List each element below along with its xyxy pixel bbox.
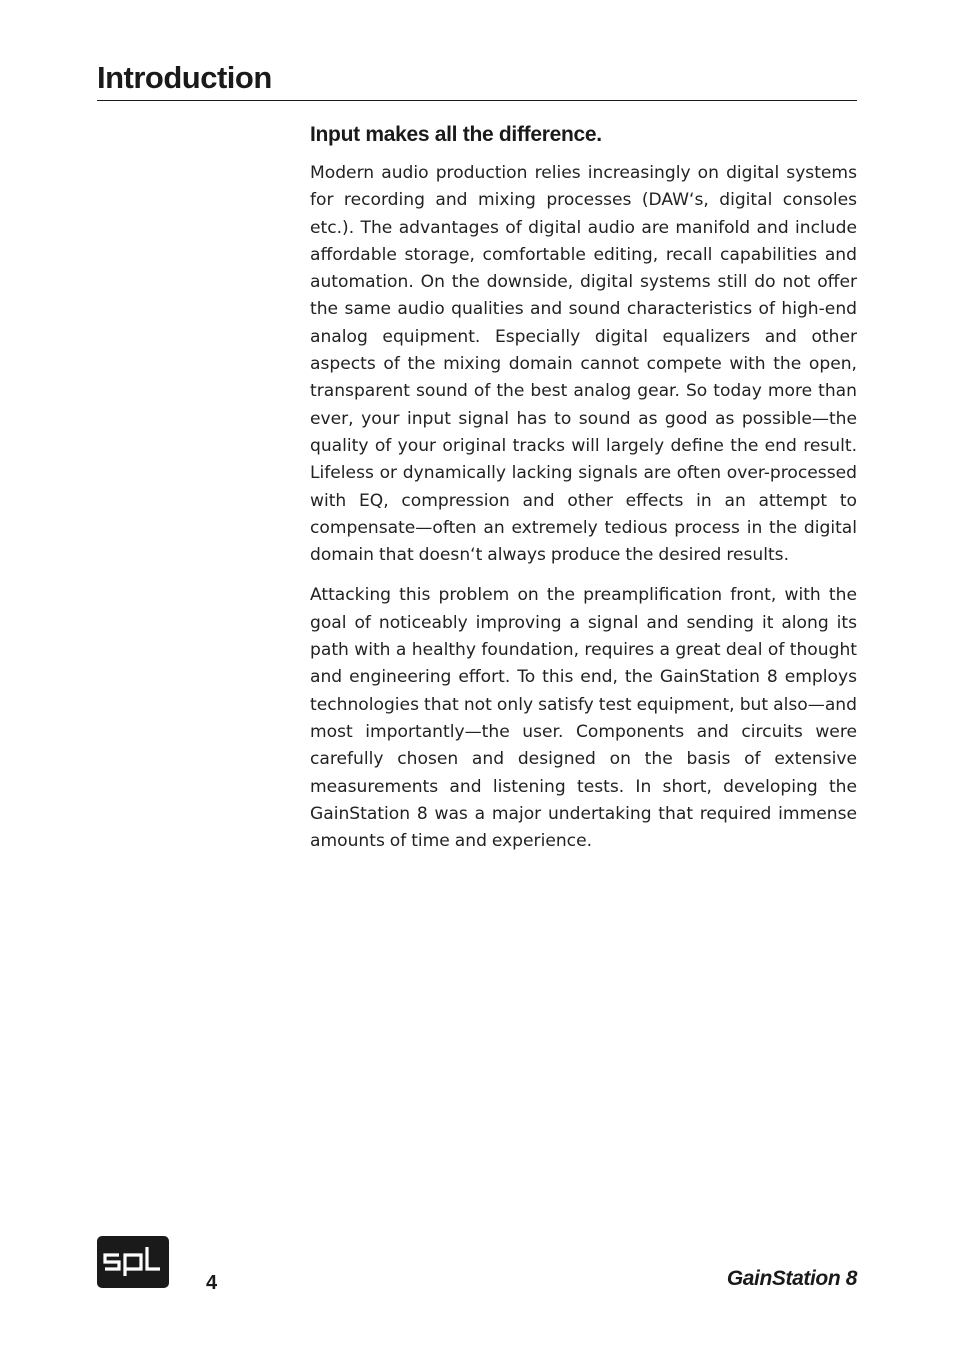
paragraph-1: Modern audio production relies increasingly on digital systems for recording and mixing processes (DAW‘s, digital consoles etc.). The advantages of digital audio are manifold and include affordable storage, comfortable editing, recall capabilities and automation. On the downside, digital systems still do not offer the same audio qualities and sound characteristics of high-end analog equipment. Especially digital equalizers and other aspects of the mixing domain cannot compete with the open, transparent sound of the best analog gear. So today more than ever, your input signal has to sound as good as possible—the quality of your original tracks will largely define the end result. Lifeless or dynamically lacking signals are often over-processed with EQ, compression and other effects in an attempt to compensate—often an extremely tedious process in the digital domain that doesn‘t always produce the desired results. bbox=[310, 163, 857, 566]
section-heading: Input makes all the difference. bbox=[310, 123, 602, 146]
spl-logo-icon bbox=[97, 1236, 169, 1288]
page-number: 4 bbox=[206, 1272, 218, 1294]
page-title: Introduction bbox=[97, 60, 272, 95]
product-name: GainStation 8 bbox=[726, 1267, 857, 1290]
title-divider bbox=[97, 100, 857, 101]
main-content bbox=[310, 120, 857, 868]
paragraph-2: Attacking this problem on the preamplification front, with the goal of noticeably improving a signal and sending it along its path with a healthy foundation, requires a great deal of thought and engineering effort. To this end, the GainStation 8 employs technologies that not only satisfy test equipment, but also—and most importantly—the user. Components and circuits were carefully chosen and designed on the basis of extensive measurements and listening tests. In short, developing the GainStation 8 was a major undertaking that required immense amounts of time and experience. bbox=[310, 585, 857, 852]
